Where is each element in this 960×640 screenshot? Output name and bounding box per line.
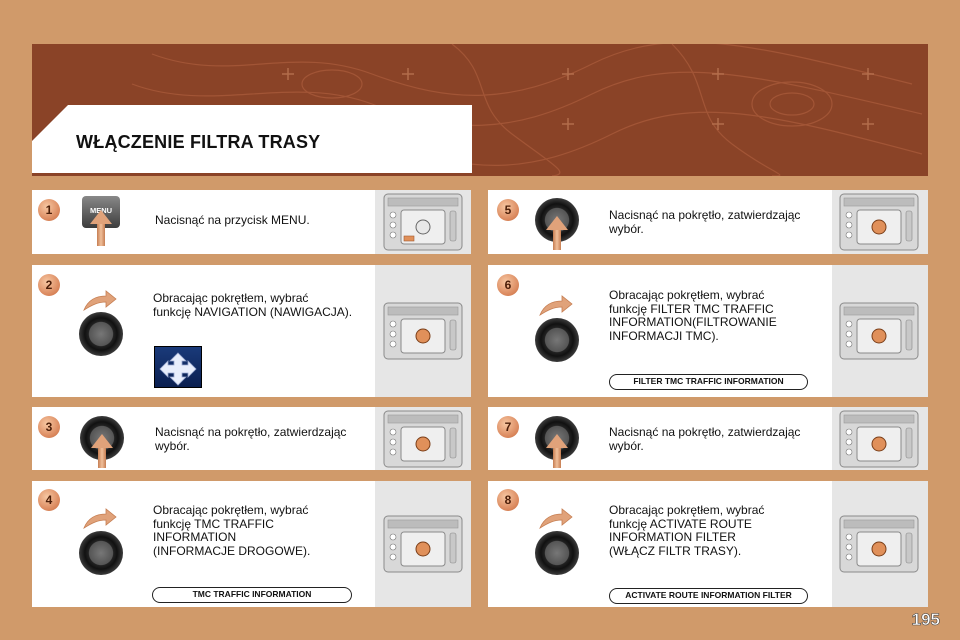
step-badge-8: 8: [497, 489, 519, 511]
rotary-knob-icon: [535, 531, 579, 575]
radio-unit-icon: [383, 515, 463, 573]
menu-option-label: TMC TRAFFIC INFORMATION: [152, 587, 352, 603]
step-badge-3: 3: [38, 416, 60, 438]
menu-button-icon: MENU: [82, 196, 120, 228]
radio-unit-icon: [839, 193, 919, 251]
radio-unit-icon: [839, 515, 919, 573]
step-badge-1: 1: [38, 199, 60, 221]
radio-unit-icon: [383, 302, 463, 360]
press-arrow-icon: [98, 446, 106, 468]
step-text-8: Obracając pokrętłem, wybrać funkcję ACTIVATE ROUTE INFORMATION FILTER (WŁĄCZ FILTR TRASY).: [609, 503, 765, 558]
step-text-5: Nacisnąć na pokrętło, zatwierdzając wybór.: [609, 208, 801, 236]
page-number: 195: [911, 610, 940, 629]
rotary-knob-icon: [79, 312, 123, 356]
press-arrow-icon: [553, 446, 561, 468]
navigation-icon: [154, 346, 202, 388]
page-title: WŁĄCZENIE FILTRA TRASY: [76, 132, 321, 152]
rotary-knob-icon: [535, 318, 579, 362]
press-arrow-icon: [553, 228, 561, 250]
radio-unit-icon: [383, 410, 463, 468]
press-arrow-icon: [97, 222, 105, 246]
step-text-6: Obracając pokrętłem, wybrać funkcję FILTER TMC TRAFFIC INFORMATION(FILTROWANIE INFORMACJI TMC).: [609, 288, 777, 343]
rotate-arrow-icon: [538, 295, 574, 317]
rotate-arrow-icon: [82, 508, 118, 530]
press-arrowhead-icon: [91, 434, 113, 448]
step-badge-6: 6: [497, 274, 519, 296]
step-text-3: Nacisnąć na pokrętło, zatwierdzając wybór.: [155, 425, 347, 453]
radio-unit-icon: [839, 410, 919, 468]
menu-option-label: ACTIVATE ROUTE INFORMATION FILTER: [609, 588, 808, 604]
title-corner-cut: [32, 105, 68, 141]
step-badge-2: 2: [38, 274, 60, 296]
press-arrowhead-icon: [90, 210, 112, 224]
radio-unit-icon: [839, 302, 919, 360]
step-text-7: Nacisnąć na pokrętło, zatwierdzając wybór.: [609, 425, 801, 453]
rotate-arrow-icon: [538, 508, 574, 530]
step-badge-4: 4: [38, 489, 60, 511]
rotate-arrow-icon: [82, 290, 118, 312]
step-text-2: Obracając pokrętłem, wybrać funkcję NAVIGATION (NAWIGACJA).: [153, 291, 353, 319]
step-badge-7: 7: [497, 416, 519, 438]
press-arrowhead-icon: [546, 434, 568, 448]
rotary-knob-icon: [79, 531, 123, 575]
step-text-1: Nacisnąć na przycisk MENU.: [155, 213, 310, 227]
press-arrowhead-icon: [546, 216, 568, 230]
menu-option-label: FILTER TMC TRAFFIC INFORMATION: [609, 374, 808, 390]
step-text-4: Obracając pokrętłem, wybrać funkcję TMC TRAFFIC INFORMATION (INFORMACJE DROGOWE).: [153, 503, 311, 558]
radio-unit-icon: [383, 193, 463, 251]
step-badge-5: 5: [497, 199, 519, 221]
